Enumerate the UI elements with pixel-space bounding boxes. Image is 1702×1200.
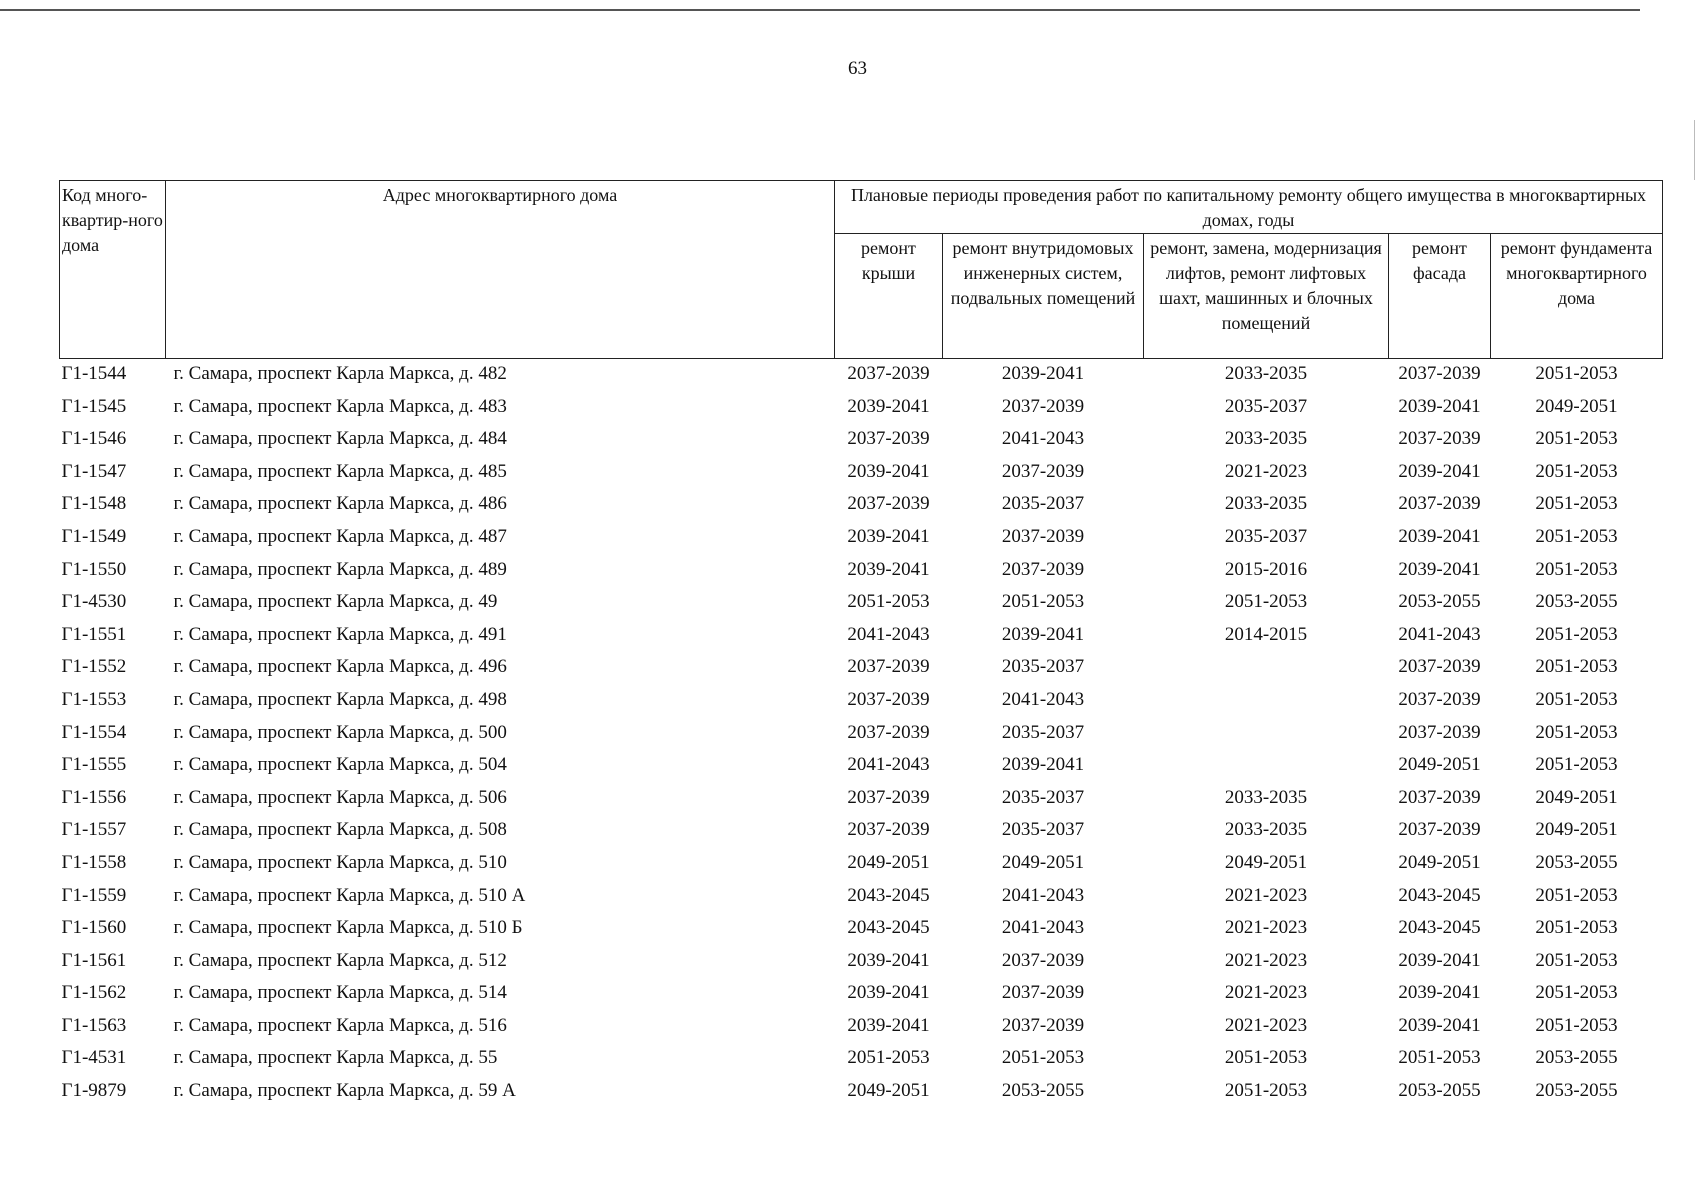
cell-code: Г1-1557 [61, 819, 127, 841]
table-row [60, 1080, 1663, 1113]
table-row [60, 787, 1663, 820]
cell-lifts: 2035-2037 [1224, 525, 1308, 547]
table-row [60, 396, 1663, 429]
table-row [60, 1015, 1663, 1048]
cell-systems: 2035-2037 [1001, 786, 1085, 808]
cell-foundation: 2051-2053 [1535, 558, 1618, 580]
table-row [60, 852, 1663, 885]
table-row [60, 493, 1663, 526]
table-row [60, 950, 1663, 983]
cell-facade: 2043-2045 [1398, 917, 1481, 939]
cell-lifts: 2021-2023 [1224, 982, 1308, 1004]
cell-foundation: 2051-2053 [1535, 688, 1618, 710]
cell-facade: 2043-2045 [1398, 884, 1481, 906]
cell-address: г. Самара, проспект Карла Маркса, д. 510 [173, 851, 507, 873]
table-row [60, 624, 1663, 657]
cell-systems: 2039-2041 [1001, 363, 1085, 384]
header-foundation: ремонт фундамента многоквартирного дома [1491, 234, 1663, 359]
cell-systems: 2037-2039 [1001, 525, 1085, 547]
cell-code: Г1-1548 [61, 493, 127, 515]
table-row [60, 1047, 1663, 1080]
table-row [60, 722, 1663, 755]
cell-code: Г1-1550 [61, 558, 127, 580]
table-row [60, 982, 1663, 1015]
cell-lifts: 2051-2053 [1224, 1080, 1308, 1102]
cell-facade: 2037-2039 [1398, 688, 1481, 710]
cell-roof: 2037-2039 [847, 656, 930, 678]
cell-code: Г1-1551 [61, 623, 127, 645]
cell-code: Г1-1556 [61, 786, 127, 808]
cell-foundation: 2049-2051 [1535, 819, 1618, 841]
cell-systems: 2051-2053 [1001, 1047, 1085, 1069]
cell-facade: 2037-2039 [1398, 428, 1481, 450]
cell-lifts: 2033-2035 [1224, 819, 1308, 841]
cell-code: Г1-1554 [61, 721, 127, 743]
cell-code: Г1-1553 [61, 688, 127, 710]
cell-facade: 2039-2041 [1398, 1014, 1481, 1036]
cell-systems: 2037-2039 [1001, 460, 1085, 482]
cell-address: г. Самара, проспект Карла Маркса, д. 508 [173, 819, 507, 841]
cell-address: г. Самара, проспект Карла Маркса, д. 483 [173, 395, 507, 417]
cell-foundation: 2051-2053 [1535, 493, 1618, 515]
cell-facade: 2053-2055 [1398, 591, 1481, 613]
cell-facade: 2049-2051 [1398, 851, 1481, 873]
cell-code: Г1-1544 [61, 363, 127, 384]
cell-code: Г1-4530 [61, 591, 127, 613]
cell-facade: 2037-2039 [1398, 363, 1481, 384]
cell-facade: 2049-2051 [1398, 754, 1481, 776]
header-code: Код много-квартир-ного дома [60, 181, 166, 359]
cell-roof: 2037-2039 [847, 428, 930, 450]
cell-code: Г1-1546 [61, 428, 127, 450]
cell-foundation: 2051-2053 [1535, 917, 1618, 939]
cell-systems: 2037-2039 [1001, 395, 1085, 417]
header-facade: ремонт фасада [1389, 234, 1491, 359]
cell-address: г. Самара, проспект Карла Маркса, д. 482 [173, 363, 507, 384]
cell-systems: 2041-2043 [1001, 884, 1085, 906]
cell-code: Г1-1552 [61, 656, 127, 678]
cell-foundation: 2051-2053 [1535, 1014, 1618, 1036]
cell-address: г. Самара, проспект Карла Маркса, д. 489 [173, 558, 507, 580]
cell-facade: 2039-2041 [1398, 982, 1481, 1004]
cell-systems: 2035-2037 [1001, 819, 1085, 841]
cell-roof: 2039-2041 [847, 982, 930, 1004]
cell-foundation: 2051-2053 [1535, 982, 1618, 1004]
header-roof: ремонт крыши [835, 234, 943, 359]
cell-foundation: 2051-2053 [1535, 949, 1618, 971]
cell-roof: 2037-2039 [847, 363, 930, 384]
cell-address: г. Самара, проспект Карла Маркса, д. 500 [173, 721, 507, 743]
cell-lifts [1144, 722, 1389, 755]
cell-foundation: 2049-2051 [1535, 786, 1618, 808]
cell-foundation: 2051-2053 [1535, 623, 1618, 645]
cell-foundation: 2051-2053 [1535, 460, 1618, 482]
table-row [60, 656, 1663, 689]
cell-address: г. Самара, проспект Карла Маркса, д. 504 [173, 754, 507, 776]
cell-facade: 2037-2039 [1398, 656, 1481, 678]
cell-systems: 2049-2051 [1001, 851, 1085, 873]
cell-address: г. Самара, проспект Карла Маркса, д. 498 [173, 688, 507, 710]
table-row [60, 359, 1663, 396]
cell-lifts: 2021-2023 [1224, 917, 1308, 939]
cell-lifts [1144, 656, 1389, 689]
cell-systems: 2035-2037 [1001, 493, 1085, 515]
cell-foundation: 2051-2053 [1535, 656, 1618, 678]
cell-roof: 2041-2043 [847, 754, 930, 776]
cell-lifts: 2033-2035 [1224, 786, 1308, 808]
cell-lifts: 2033-2035 [1224, 493, 1308, 515]
cell-lifts [1144, 754, 1389, 787]
cell-facade: 2037-2039 [1398, 493, 1481, 515]
cell-code: Г1-1558 [61, 851, 127, 873]
cell-roof: 2049-2051 [847, 851, 930, 873]
cell-facade: 2053-2055 [1398, 1080, 1481, 1102]
cell-foundation: 2051-2053 [1535, 884, 1618, 906]
table-header [60, 181, 1663, 359]
cell-facade: 2051-2053 [1398, 1047, 1481, 1069]
table-row [60, 461, 1663, 494]
cell-roof: 2037-2039 [847, 819, 930, 841]
cell-lifts: 2051-2053 [1224, 1047, 1308, 1069]
cell-facade: 2041-2043 [1398, 623, 1481, 645]
cell-lifts: 2021-2023 [1224, 884, 1308, 906]
cell-address: г. Самара, проспект Карла Маркса, д. 485 [173, 460, 507, 482]
header-periods-group: Плановые периоды проведения работ по капитальному ремонту общего имущества в многоквартирных домах, годы [835, 181, 1663, 234]
cell-lifts: 2021-2023 [1224, 949, 1308, 971]
cell-facade: 2037-2039 [1398, 721, 1481, 743]
cell-address: г. Самара, проспект Карла Маркса, д. 506 [173, 786, 507, 808]
cell-roof: 2043-2045 [847, 884, 930, 906]
cell-address: г. Самара, проспект Карла Маркса, д. 514 [173, 982, 507, 1004]
cell-roof: 2049-2051 [847, 1080, 930, 1102]
cell-lifts: 2021-2023 [1224, 1014, 1308, 1036]
cell-address: г. Самара, проспект Карла Маркса, д. 486 [173, 493, 507, 515]
table-row [60, 559, 1663, 592]
cell-roof: 2037-2039 [847, 688, 930, 710]
top-rule [0, 9, 1640, 11]
page-number: 63 [848, 58, 867, 79]
cell-roof: 2041-2043 [847, 623, 930, 645]
cell-lifts: 2014-2015 [1224, 623, 1308, 645]
cell-code: Г1-1555 [61, 754, 127, 776]
table-row [60, 819, 1663, 852]
cell-foundation: 2051-2053 [1535, 721, 1618, 743]
cell-foundation: 2049-2051 [1535, 395, 1618, 417]
cell-foundation: 2051-2053 [1535, 363, 1618, 384]
cell-systems: 2035-2037 [1001, 721, 1085, 743]
cell-facade: 2039-2041 [1398, 558, 1481, 580]
cell-foundation: 2053-2055 [1535, 1047, 1618, 1069]
table-row [60, 917, 1663, 950]
cell-lifts: 2049-2051 [1224, 851, 1308, 873]
cell-roof: 2051-2053 [847, 1047, 930, 1069]
cell-systems: 2037-2039 [1001, 1014, 1085, 1036]
table-row [60, 754, 1663, 787]
cell-foundation: 2051-2053 [1535, 754, 1618, 776]
cell-foundation: 2053-2055 [1535, 1080, 1618, 1102]
cell-facade: 2039-2041 [1398, 949, 1481, 971]
cell-code: Г1-1562 [61, 982, 127, 1004]
cell-roof: 2039-2041 [847, 949, 930, 971]
table-row [60, 885, 1663, 918]
cell-lifts: 2015-2016 [1224, 558, 1308, 580]
cell-systems: 2039-2041 [1001, 623, 1085, 645]
cell-address: г. Самара, проспект Карла Маркса, д. 512 [173, 949, 507, 971]
cell-lifts [1144, 689, 1389, 722]
cell-code: Г1-1559 [61, 884, 127, 906]
table-row [60, 591, 1663, 624]
cell-lifts: 2033-2035 [1224, 363, 1308, 384]
cell-systems: 2041-2043 [1001, 917, 1085, 939]
cell-roof: 2051-2053 [847, 591, 930, 613]
cell-systems: 2037-2039 [1001, 558, 1085, 580]
cell-facade: 2039-2041 [1398, 460, 1481, 482]
cell-address: г. Самара, проспект Карла Маркса, д. 510 А [173, 884, 526, 906]
cell-address: г. Самара, проспект Карла Маркса, д. 510 Б [173, 917, 523, 939]
header-address: Адрес многоквартирного дома [166, 181, 835, 359]
cell-address: г. Самара, проспект Карла Маркса, д. 59 А [173, 1080, 516, 1102]
cell-systems: 2041-2043 [1001, 688, 1085, 710]
cell-systems: 2051-2053 [1001, 591, 1085, 613]
table-body [60, 359, 1663, 1113]
cell-facade: 2037-2039 [1398, 819, 1481, 841]
cell-foundation: 2051-2053 [1535, 525, 1618, 547]
cell-code: Г1-9879 [61, 1080, 127, 1102]
cell-systems: 2039-2041 [1001, 754, 1085, 776]
table-row [60, 689, 1663, 722]
cell-systems: 2035-2037 [1001, 656, 1085, 678]
cell-code: Г1-1561 [61, 949, 127, 971]
cell-foundation: 2053-2055 [1535, 591, 1618, 613]
cell-facade: 2039-2041 [1398, 395, 1481, 417]
cell-code: Г1-1563 [61, 1014, 127, 1036]
cell-systems: 2053-2055 [1001, 1080, 1085, 1102]
cell-lifts: 2035-2037 [1224, 395, 1308, 417]
cell-roof: 2037-2039 [847, 786, 930, 808]
scan-edge-mark [1694, 120, 1695, 180]
cell-lifts: 2051-2053 [1224, 591, 1308, 613]
cell-address: г. Самара, проспект Карла Маркса, д. 49 [173, 591, 498, 613]
cell-systems: 2037-2039 [1001, 949, 1085, 971]
header-lifts: ремонт, замена, модернизация лифтов, ремонт лифтовых шахт, машинных и блочных помещений [1144, 234, 1389, 359]
table-row [60, 526, 1663, 559]
cell-code: Г1-1547 [61, 460, 127, 482]
cell-roof: 2039-2041 [847, 1014, 930, 1036]
cell-roof: 2037-2039 [847, 493, 930, 515]
cell-lifts: 2033-2035 [1224, 428, 1308, 450]
cell-address: г. Самара, проспект Карла Маркса, д. 487 [173, 525, 507, 547]
cell-systems: 2037-2039 [1001, 982, 1085, 1004]
cell-address: г. Самара, проспект Карла Маркса, д. 516 [173, 1014, 507, 1036]
cell-lifts: 2021-2023 [1224, 460, 1308, 482]
cell-code: Г1-1560 [61, 917, 127, 939]
cell-foundation: 2053-2055 [1535, 851, 1618, 873]
header-systems: ремонт внутридомовых инженерных систем, подвальных помещений [943, 234, 1144, 359]
cell-foundation: 2051-2053 [1535, 428, 1618, 450]
cell-address: г. Самара, проспект Карла Маркса, д. 484 [173, 428, 507, 450]
cell-address: г. Самара, проспект Карла Маркса, д. 55 [173, 1047, 498, 1069]
cell-systems: 2041-2043 [1001, 428, 1085, 450]
cell-roof: 2039-2041 [847, 460, 930, 482]
cell-roof: 2043-2045 [847, 917, 930, 939]
capital-repair-table [59, 180, 1663, 1113]
cell-facade: 2037-2039 [1398, 786, 1481, 808]
cell-roof: 2039-2041 [847, 525, 930, 547]
cell-code: Г1-1545 [61, 395, 127, 417]
cell-code: Г1-1549 [61, 525, 127, 547]
cell-roof: 2039-2041 [847, 395, 930, 417]
cell-address: г. Самара, проспект Карла Маркса, д. 491 [173, 623, 507, 645]
table-row [60, 428, 1663, 461]
cell-roof: 2037-2039 [847, 721, 930, 743]
cell-roof: 2039-2041 [847, 558, 930, 580]
cell-facade: 2039-2041 [1398, 525, 1481, 547]
cell-address: г. Самара, проспект Карла Маркса, д. 496 [173, 656, 507, 678]
cell-code: Г1-4531 [61, 1047, 127, 1069]
